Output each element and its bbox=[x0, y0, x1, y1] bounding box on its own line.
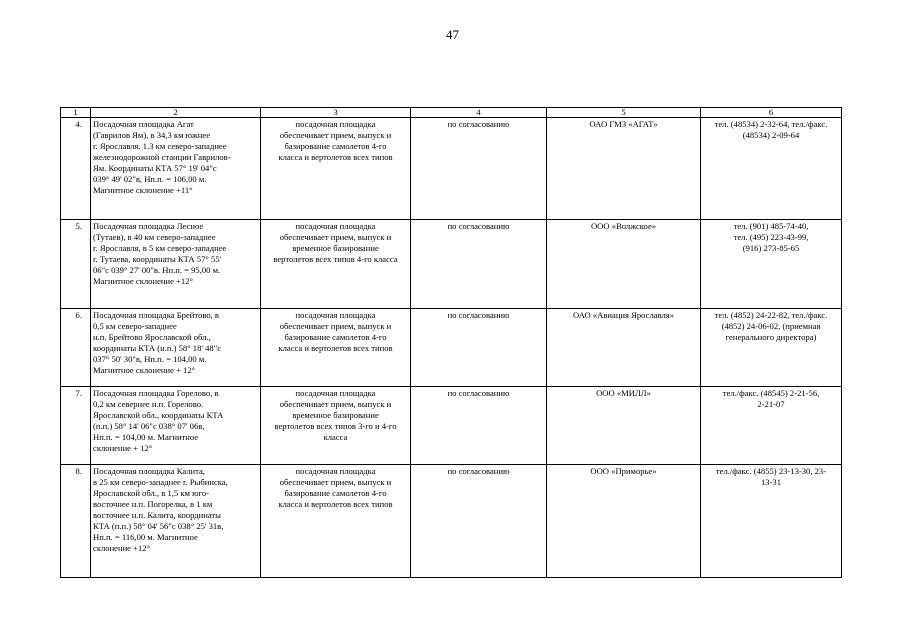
site-description: Посадочная площадка Калита, в 25 км северо-западнее г. Рыбинска, Ярославской обл., в 1,5 км юго- восточнее н.п. Погорелка, в 1 км восточнее н.п. Калита, координаты КТА (п.п.) 58° 04' 56"с 038° 25' 31в, Нп.п. = 116,00 м. Магнитное склонение +12° bbox=[91, 465, 261, 578]
table-row bbox=[61, 118, 842, 220]
header-cell-6: 6 bbox=[701, 108, 842, 118]
site-description: Посадочная площадка Лесное (Тутаев), в 40 км северо-западнее г. Ярославля, в 5 км северо-западнее г. Тутаева, координаты КТА 57° 55' 06"с 039° 27' 00"в. Нп.п. = 95,00 м. Магнитное склонение +12° bbox=[91, 220, 261, 309]
contact-info: тел./факс. (48545) 2-21-56, 2-21-07 bbox=[701, 387, 842, 465]
site-purpose: посадочная площадка обеспечивает прием, выпуск и базирование самолетов 4-го класса и вертолетов всех типов bbox=[261, 118, 411, 220]
table-row bbox=[61, 309, 842, 387]
contact-info: тел. (4852) 24-22-82, тел./факс. (4852) 24-06-02, (приемная генерального директора) bbox=[701, 309, 842, 387]
contact-info: тел./факс. (4855) 23-13-30, 23- 13-31 bbox=[701, 465, 842, 578]
row-number: 5. bbox=[61, 220, 91, 309]
site-purpose: посадочная площадка обеспечивает прием, выпуск и базирование самолетов 4-го класса и вертолетов всех типов bbox=[261, 309, 411, 387]
operator-name: ООО «Волжское» bbox=[547, 220, 701, 309]
row-number: 8. bbox=[61, 465, 91, 578]
page-number: 47 bbox=[446, 27, 459, 42]
header-row bbox=[61, 108, 842, 118]
operator-name: ОАО ГМЗ «АГАТ» bbox=[547, 118, 701, 220]
site-purpose: посадочная площадка обеспечивает прием, выпуск и временное базирование вертолетов всех типов 4-го класса bbox=[261, 220, 411, 309]
airfield-table bbox=[60, 107, 842, 578]
site-description: Посадочная площадка Агат (Гаврилов Ям), в 34,3 км южнее г. Ярославля. 1.3 км северо-западнее железнодорожной станции Гаврилов- Ям. Координаты КТА 57° 19' 04"с 039° 49' 02"в, Нп.п. = 106,00 м. Магнитное склонение +11° bbox=[91, 118, 261, 220]
operating-mode: по согласованию bbox=[411, 387, 547, 465]
site-purpose: посадочная площадка обеспечивает прием, выпуск и базирование самолетов 4-го класса и вертолетов всех типов bbox=[261, 465, 411, 578]
row-number: 6. bbox=[61, 309, 91, 387]
site-purpose: посадочная площадка обеспечивает прием, выпуск и временное базирование вертолетов всех типов 3-го и 4-го класса bbox=[261, 387, 411, 465]
site-description: Посадочная площадка Брейтово, в 0,5 км северо-западнее н.п. Брейтово Ярославской обл., координаты КТА (н.п.) 58° 18' 48"с 037° 50' 30"в, Нп.п. = 104,00 м. Магнитное склонение + 12° bbox=[91, 309, 261, 387]
site-description: Посадочная площадка Горелово, в 0,2 км севернее н.п. Горелово. Ярославской обл., координаты КТА (п.п.) 58° 14' 06"с 038° 07' 06в, Нп.п. = 104,00 м. Магнитное склонение + 12° bbox=[91, 387, 261, 465]
operator-name: ОАО «Авиация Ярославля» bbox=[547, 309, 701, 387]
header-cell-2: 2 bbox=[91, 108, 261, 118]
table-row bbox=[61, 465, 842, 578]
operating-mode: по согласованию bbox=[411, 118, 547, 220]
contact-info: тел. (48534) 2-32-64, тел./факс. (48534) 2-09-64 bbox=[701, 118, 842, 220]
operator-name: ООО «МИЛЛ» bbox=[547, 387, 701, 465]
operating-mode: по согласованию bbox=[411, 465, 547, 578]
table-row bbox=[61, 220, 842, 309]
header-cell-1: 1 bbox=[61, 108, 91, 118]
header-cell-4: 4 bbox=[411, 108, 547, 118]
header-cell-3: 3 bbox=[261, 108, 411, 118]
row-number: 4. bbox=[61, 118, 91, 220]
operating-mode: по согласованию bbox=[411, 309, 547, 387]
operating-mode: по согласованию bbox=[411, 220, 547, 309]
header-cell-5: 5 bbox=[547, 108, 701, 118]
operator-name: ООО «Приморье» bbox=[547, 465, 701, 578]
contact-info: тел. (901) 485-74-40, тел. (495) 223-43-99, (916) 273-85-65 bbox=[701, 220, 842, 309]
table-row bbox=[61, 387, 842, 465]
row-number: 7. bbox=[61, 387, 91, 465]
